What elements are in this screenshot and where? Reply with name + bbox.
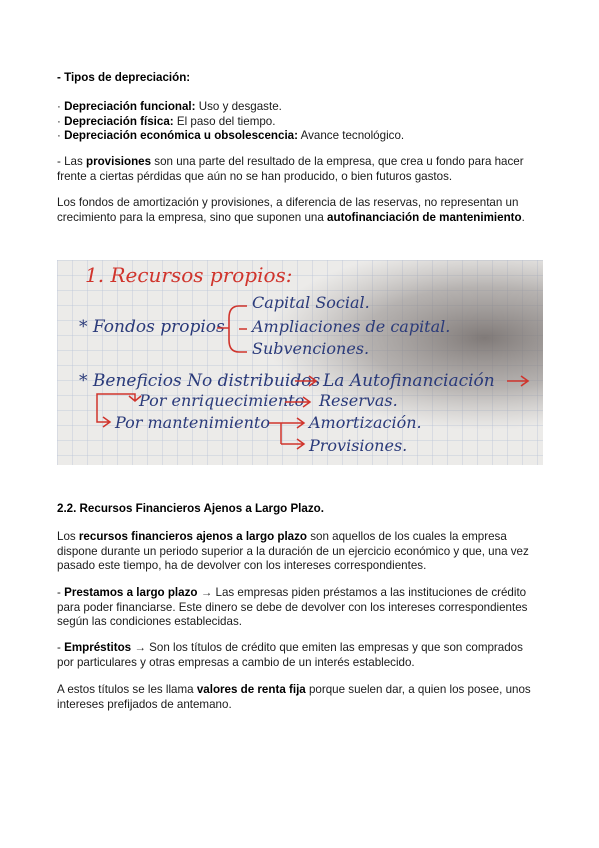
handwritten-note-svg bbox=[57, 260, 543, 465]
note-ampliaciones: Ampliaciones de capital. bbox=[252, 317, 451, 336]
paragraph-prestamos: - Prestamos a largo plazo → Las empresas piden préstamos a las instituciones de crédito para poder financiarse. Este dinero se debe de devolver con los intereses correspondientes según las condiciones establecidas. bbox=[57, 586, 528, 629]
paragraph-valores-renta-fija: A estos títulos se les llama valores de renta fija porque suelen dar, a quien los posee, unos intereses prefijados de antemano. bbox=[57, 683, 531, 711]
note-por-mantenimiento: Por mantenimiento bbox=[115, 413, 270, 432]
note-por-enriquecimiento: Por enriquecimiento bbox=[139, 391, 305, 410]
note-provisiones: Provisiones. bbox=[309, 436, 408, 455]
term: Depreciación funcional: bbox=[64, 100, 196, 113]
note-title: 1. Recursos propios: bbox=[85, 263, 293, 287]
section-heading-recursos-ajenos: 2.2. Recursos Financieros Ajenos a Largo Plazo. bbox=[57, 502, 324, 515]
list-item: · Depreciación física: El paso del tiempo. bbox=[57, 114, 276, 128]
term: Depreciación física: bbox=[64, 114, 174, 128]
note-reservas: Reservas. bbox=[319, 391, 398, 410]
handwritten-note-photo bbox=[57, 260, 543, 465]
paragraph-recursos-ajenos: Los recursos financieros ajenos a largo plazo son aquellos de los cuales la empresa dispone durante un periodo superior a la duración de un ejercicio económico y que, una vez pasado este tiempo, ha de devolver con los intereses correspondientes. bbox=[57, 530, 529, 573]
paragraph-provisiones: - Las provisiones son una parte del resultado de la empresa, que crea u fondo para hacer frente a ciertas pérdidas que aún no se han producido, o bien futuros gastos. bbox=[57, 155, 524, 183]
note-capital-social: Capital Social. bbox=[252, 293, 370, 312]
depreciation-types-list bbox=[57, 100, 542, 144]
list-item: · Depreciación económica u obsolescencia: Avance tecnológico. bbox=[57, 129, 405, 143]
list-item: · Depreciación funcional: Uso y desgaste. bbox=[57, 100, 282, 113]
section-title-tipos-depreciacion: - Tipos de depreciación: bbox=[57, 71, 191, 84]
term: Depreciación económica u obsolescencia: bbox=[64, 129, 298, 143]
note-beneficios: * Beneficios No distribuidos bbox=[79, 371, 321, 391]
note-fondos-propios: * Fondos propios bbox=[79, 317, 225, 337]
note-subvenciones: Subvenciones. bbox=[252, 339, 370, 358]
paragraph-emprestitos: - Empréstitos → Son los títulos de crédito que emiten las empresas y que son comprados por particulares y otras empresas a cambio de un interés establecido. bbox=[57, 641, 523, 669]
note-autofinanciacion: La Autofinanciación bbox=[323, 371, 495, 391]
note-amortizacion: Amortización. bbox=[309, 413, 422, 432]
paragraph-fondos: Los fondos de amortización y provisiones, a diferencia de las reservas, no representan un crecimiento para la empresa, sino que suponen una autofinanciación de mantenimiento. bbox=[57, 196, 525, 224]
